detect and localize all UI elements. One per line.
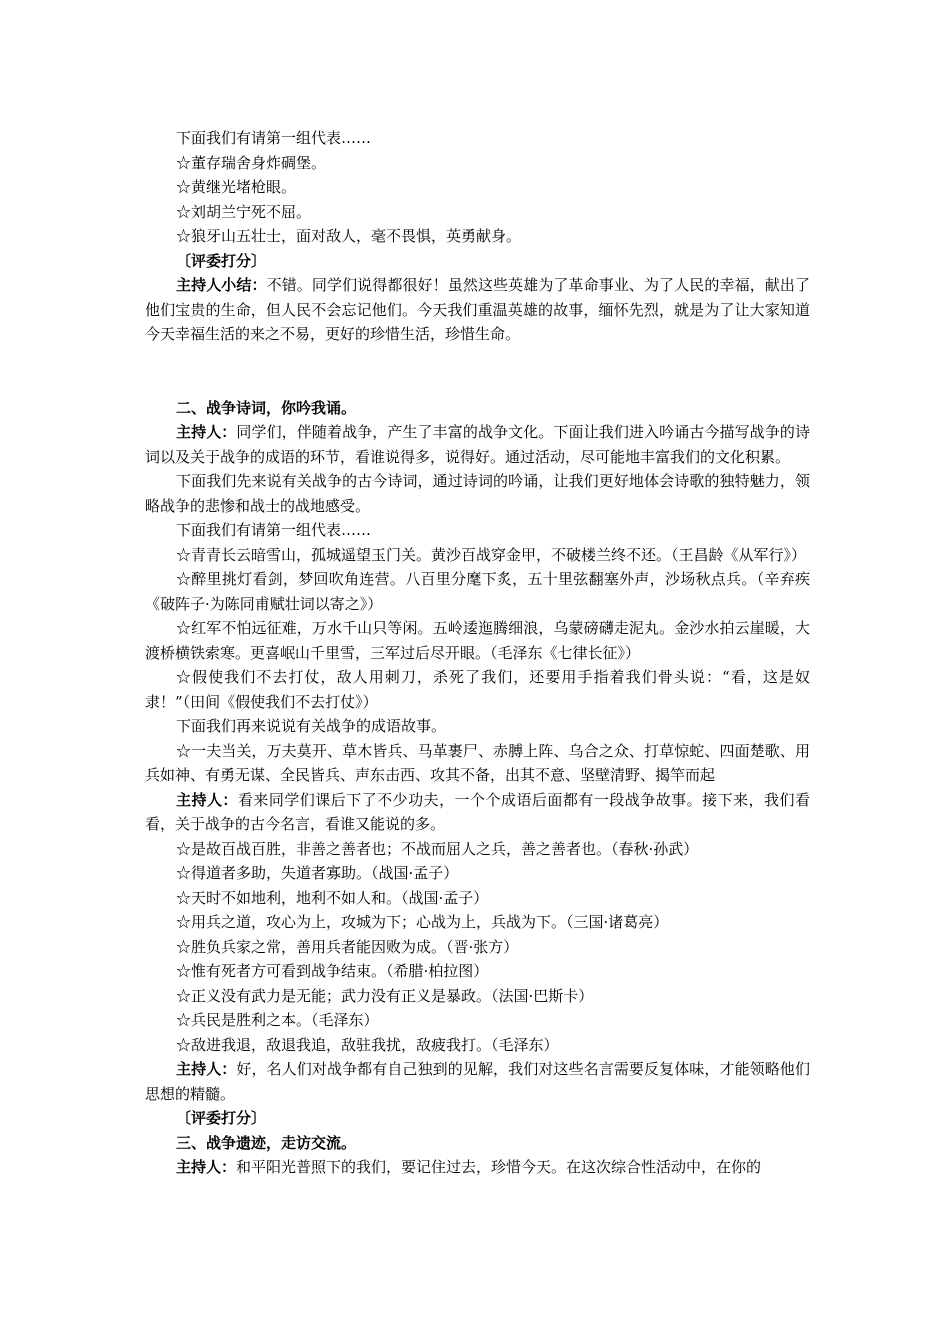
group-intro: 下面我们有请第一组代表…… (176, 129, 372, 147)
speaker-label: 主持人小结： (176, 276, 267, 294)
hero-item: ☆狼牙山五壮士，面对敌人，毫不畏惧，英勇献身。 (176, 227, 522, 245)
group-intro: 下面我们有请第一组代表…… (176, 521, 372, 539)
host-paragraph (145, 788, 810, 837)
judge-score-note: 〔评委打分〕 (176, 251, 267, 270)
host-paragraph (145, 1057, 810, 1106)
quote-item: ☆用兵之道，攻心为上，攻城为下；心战为上，兵战为下。（三国·诸葛亮） (176, 913, 669, 931)
quote-item: ☆是故百战百胜，非善之善者也；不战而屈人之兵，善之善者也。（春秋·孙武） (176, 839, 699, 858)
speaker-label: 主持人： (176, 1158, 237, 1176)
quote-item: ☆得道者多助，失道者寡助。（战国·孟子） (176, 864, 459, 882)
paragraph-text: 好，名人们对战争都有自己独到的见解，我们对这些名言需要反复体味，才能领略他们思想的精髓。 (145, 1060, 810, 1103)
document-page (145, 126, 810, 1180)
quote-item: ☆胜负兵家之常，善用兵者能因败为成。（晋·张方） (176, 937, 519, 956)
section-heading: 二、战争诗词，你吟我诵。 (176, 398, 357, 417)
judge-score-note: 〔评委打分〕 (176, 1109, 267, 1127)
speaker-label: 主持人： (176, 423, 237, 441)
hero-item: ☆董存瑞舍身炸碉堡。 (176, 153, 327, 172)
poem-item: ☆假使我们不去打仗，敌人用刺刀，杀死了我们，还要用手指着我们骨头说：“看，这是奴隶！”（田间《假使我们不去打仗》） (145, 668, 810, 711)
hero-item: ☆黄继光堵枪眼。 (176, 178, 297, 196)
poem-intro-paragraph: 下面我们先来说有关战争的古今诗词，通过诗词的吟诵，让我们更好地体会诗歌的独特魅力，领略战争的悲惨和战士的战地感受。 (145, 472, 810, 515)
host-paragraph (145, 1155, 810, 1180)
poem-item: ☆醉里挑灯看剑，梦回吹角连营。八百里分麾下炙，五十里弦翻塞外声，沙场秋点兵。（辛弃疾《破阵子·为陈同甫赋壮词以寄之》） (145, 570, 810, 613)
speaker-label: 主持人： (176, 1060, 237, 1078)
speaker-label: 主持人： (176, 790, 238, 809)
poem-item: ☆红军不怕远征难，万水千山只等闲。五岭逶迤腾细浪，乌蒙磅礴走泥丸。金沙水拍云崖暖，大渡桥横铁索寒。更喜岷山千里雪，三军过后尽开眼。（毛泽东《七律长征》） (145, 619, 810, 662)
poem-item: ☆青青长云暗雪山，孤城遥望玉门关。黄沙百战穿金甲，不破楼兰终不还。（王昌龄《从军行》） (176, 545, 807, 564)
hero-item: ☆刘胡兰宁死不屈。 (176, 202, 312, 221)
quote-item: ☆正义没有武力是无能；武力没有正义是暴政。（法国·巴斯卡） (176, 986, 594, 1005)
idiom-intro: 下面我们再来说说有关战争的成语故事。 (176, 717, 447, 735)
host-paragraph (145, 420, 810, 469)
quote-item: ☆天时不如地利，地利不如人和。（战国·孟子） (176, 888, 489, 907)
paragraph-text: 不错。同学们说得都很好！虽然这些英雄为了革命事业、为了人民的幸福，献出了他们宝贵的生命，但人民不会忘记他们。今天我们重温英雄的故事，缅怀先烈，就是为了让大家知道今天幸福生活的来之不易，更好的珍惜生活，珍惜生命。 (145, 276, 810, 343)
section-spacer (145, 347, 810, 396)
section-heading: 三、战争遗迹，走访交流。 (176, 1133, 357, 1152)
quote-item: ☆兵民是胜利之本。（毛泽东） (176, 1011, 379, 1029)
paragraph-text: 看来同学们课后下了不少功夫，一个个成语后面都有一段战争故事。接下来，我们看看，关于战争的古今名言，看谁又能说的多。 (145, 790, 810, 833)
paragraph-text: 和平阳光普照下的我们，要记住过去，珍惜今天。在这次综合性活动中，在你的 (236, 1158, 762, 1176)
paragraph-text: 同学们，伴随着战争，产生了丰富的战争文化。下面让我们进入吟诵古今描写战争的诗词以及关于战争的成语的环节，看谁说得多，说得好。通过活动，尽可能地丰富我们的文化积累。 (145, 423, 810, 466)
idiom-list: ☆一夫当关，万夫莫开、草木皆兵、马革裹尸、赤膊上阵、乌合之众、打草惊蛇、四面楚歌、用兵如神、有勇无谋、全民皆兵、声东击西、攻其不备，出其不意、坚壁清野、揭竿而起 (145, 741, 810, 784)
quote-item: ☆敌进我退，敌退我追，敌驻我扰，敌疲我打。（毛泽东） (176, 1035, 559, 1054)
host-summary-paragraph (145, 273, 810, 347)
quote-item: ☆惟有死者方可看到战争结束。（希腊·柏拉图） (176, 962, 489, 980)
